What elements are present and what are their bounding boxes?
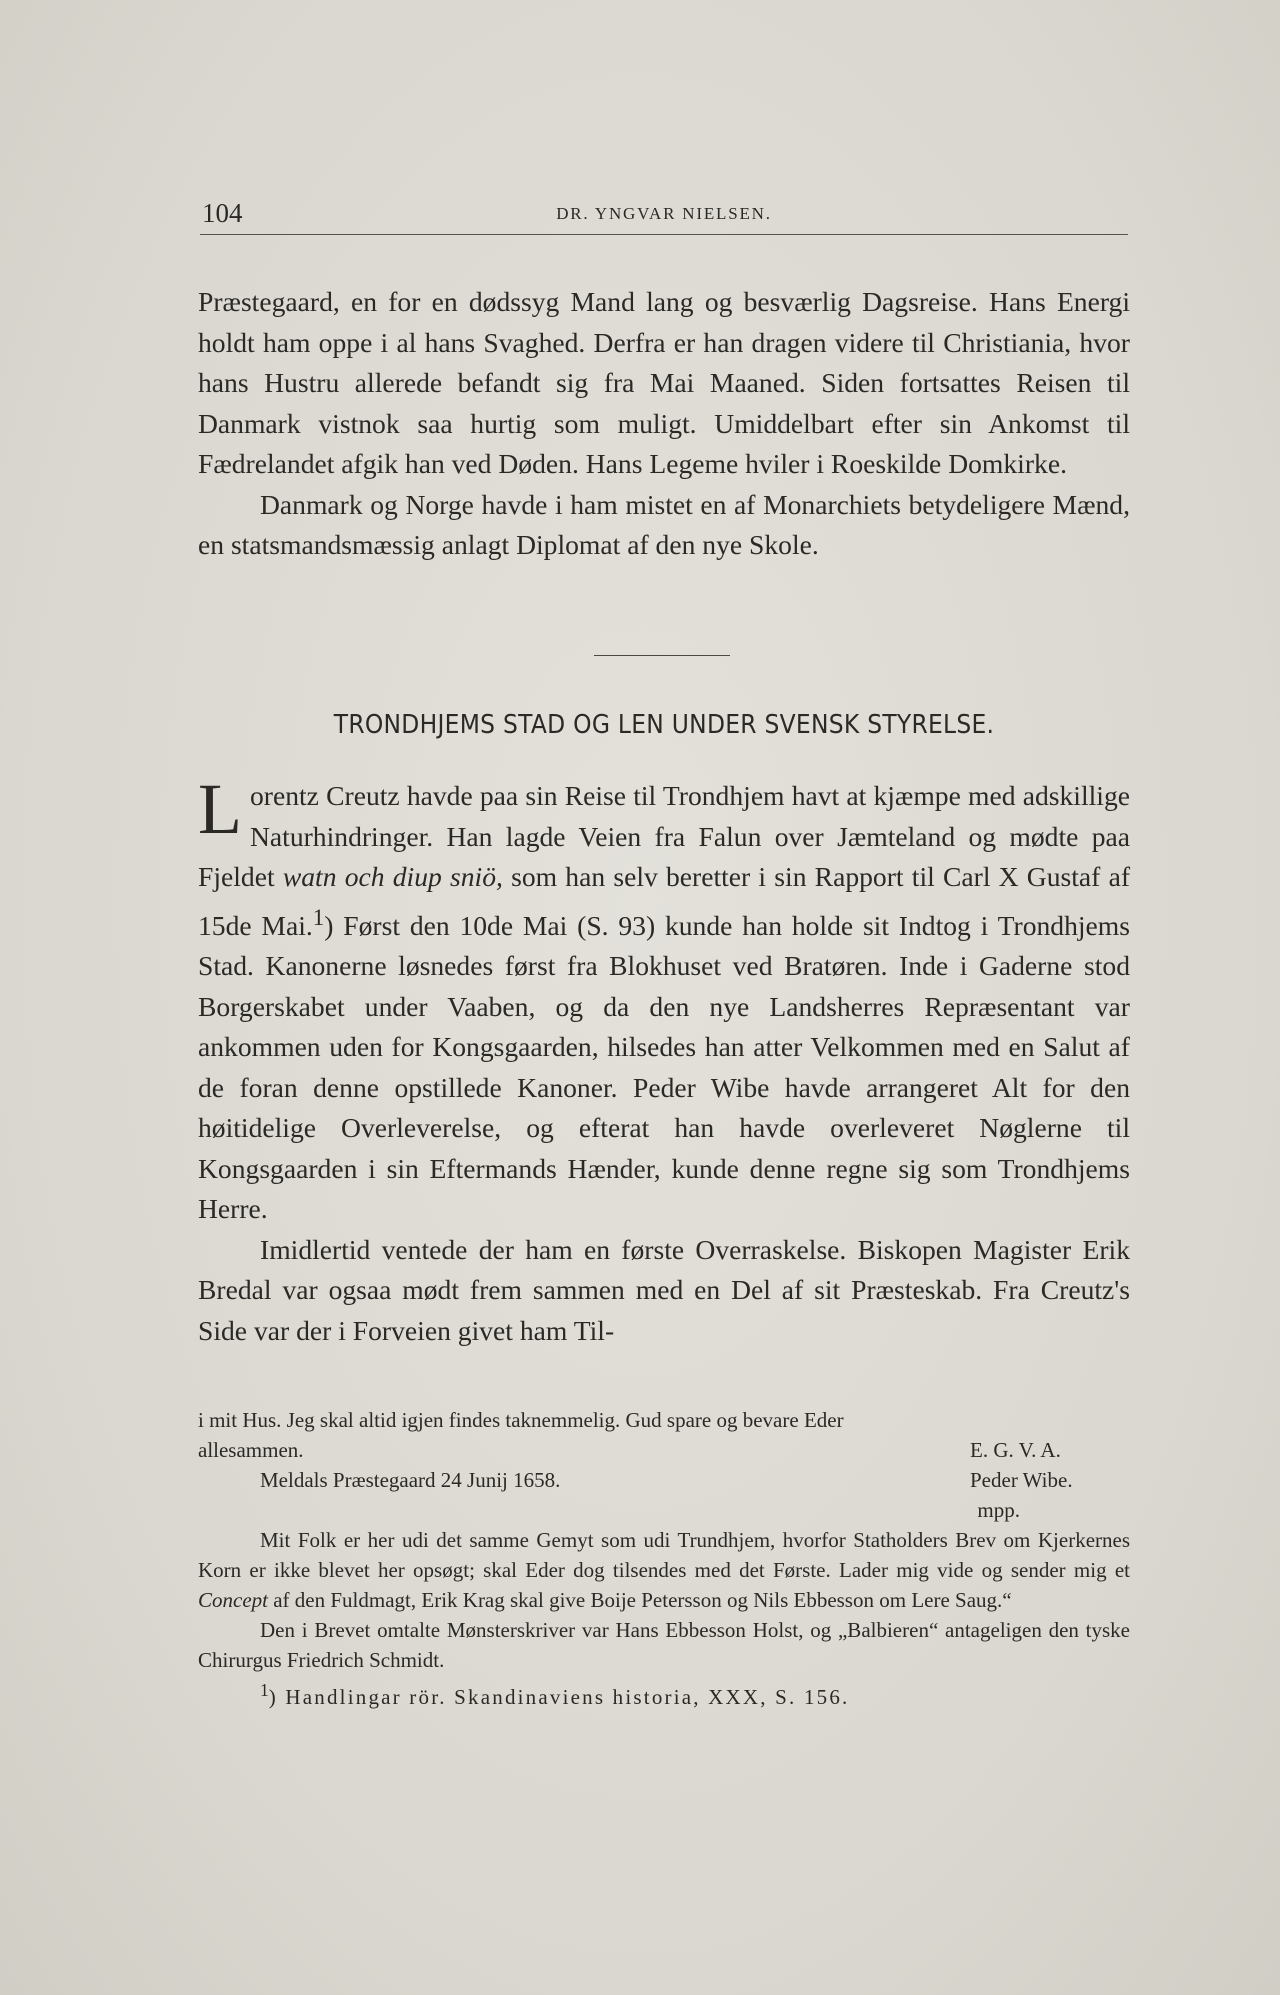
section-text xyxy=(198,769,1131,1351)
letter-place-date: Meldals Præstegaard 24 Junij 1658. xyxy=(260,1468,561,1492)
page-header xyxy=(200,194,1128,235)
postscript xyxy=(198,1525,1130,1615)
page-number: 104 xyxy=(202,198,243,228)
footnote-1 xyxy=(198,1675,1130,1712)
paragraph-1-part-c: ) Først den 10de Mai (S. 93) kunde han holde sit Indtog i Trondhjems Stad. Kanonerne løsnedes først fra Blokhuset ved Bratøren. Inde i Gaderne stod Borgerskabet under Vaaben, og da den nye Landsherres Repræsentant var ankommen uden for Kongsgaarden, hilsedes han atter Velkommen med en Salut af de foran denne opstillede Kanoner. Peder Wibe havde arrangeret Alt for den høitidelige Overleverelse, og efterat han havde overleveret Nøglerne til Kongsgaarden i sin Eftermands Hænder, kunde denne regne sig som Trondhjems Herre. xyxy=(198,909,1130,1225)
postscript-part-a: Mit Folk er her udi det samme Gemyt som udi Trundhjem, hvorfor Statholders Brev om Kjerkernes Korn er ikke blevet her opsøgt; skal Eder dog tilsendes med det Første. Lader mig vide og sender mig et xyxy=(198,1528,1130,1582)
footnote-mark: 1 xyxy=(312,904,325,930)
section-paragraph-1 xyxy=(198,769,1131,1230)
postscript-part-b: af den Fuldmagt, Erik Krag skal give Boije Petersson og Nils Ebbesson om Lere Saug.“ xyxy=(267,1588,1012,1612)
letter-initials: E. G. V. A. xyxy=(970,1438,1061,1462)
running-head: DR. YNGVAR NIELSEN. xyxy=(556,204,772,223)
section-paragraph-2: Imidlertid ventede der ham en første Overraskelse. Biskopen Magister Erik Bredal var ogsaa mødt frem sammen med en Del af sit Præsteskab. Fra Creutz's Side var der i Forveien givet ham Til- xyxy=(198,1233,1130,1346)
letter-closing-row xyxy=(198,1435,1130,1465)
postscript-italic: Concept xyxy=(198,1588,268,1612)
intro-paragraph-1: Præstegaard, en for en dødssyg Mand lang og besværlig Dagsreise. Hans Energi holdt ham oppe i al hans Svaghed. Derfra er han dragen videre til Christiania, hvor hans Hustru allerede befandt sig fra Mai Maaned. Siden fortsattes Reisen til Danmark vistnok saa hurtig som muligt. Umiddelbart efter sin Ankomst til Fædrelandet afgik han ved Døden. Hans Legeme hviler i Roeskilde Domkirke. xyxy=(198,286,1130,479)
editor-note: Den i Brevet omtalte Mønsterskriver var Hans Ebbesson Holst, og „Balbieren“ antageligen den tyske Chirurgus Friedrich Schmidt. xyxy=(198,1618,1130,1672)
letter-line-a: i mit Hus. Jeg skal altid igjen findes taknemmelig. Gud spare og bevare Eder xyxy=(198,1408,844,1432)
intro-text xyxy=(198,282,1130,566)
section-divider xyxy=(594,655,730,656)
letter-line-b: allesammen. xyxy=(198,1438,304,1462)
footnotes xyxy=(198,1405,1130,1712)
footnote-1-mark: 1 xyxy=(260,1680,269,1700)
letter-signature-row xyxy=(198,1465,1130,1495)
letter-signer: Peder Wibe. xyxy=(970,1468,1073,1492)
paragraph-1-italic: watn och diup sniö, xyxy=(282,861,503,892)
drop-cap: L xyxy=(198,769,242,849)
paragraph-1-part-b: som han selv beretter i sin Rapport til Carl X Gustaf af 15de Mai. xyxy=(198,861,1131,941)
paragraph-1-part-a: orentz Creutz havde paa sin Reise til Trondhjem havt at kjæmpe med adskillige Naturhindringer. Han lagde Veien fra Falun over Jæmteland og mødte paa Fjeldet xyxy=(198,780,1130,892)
section-title: TRONDHJEMS STAD OG LEN UNDER SVENSK STYRELSE. xyxy=(333,710,995,740)
letter-mpp: mpp. xyxy=(977,1498,1020,1522)
footnote-1-text: ) Handlingar rör. Skandinaviens historia, XXX, S. 156. xyxy=(268,1685,850,1709)
intro-paragraph-2: Danmark og Norge havde i ham mistet en af Monarchiets betydeligere Mænd, en statsmandsmæssig anlagt Diplomat af den nye Skole. xyxy=(198,488,1130,560)
